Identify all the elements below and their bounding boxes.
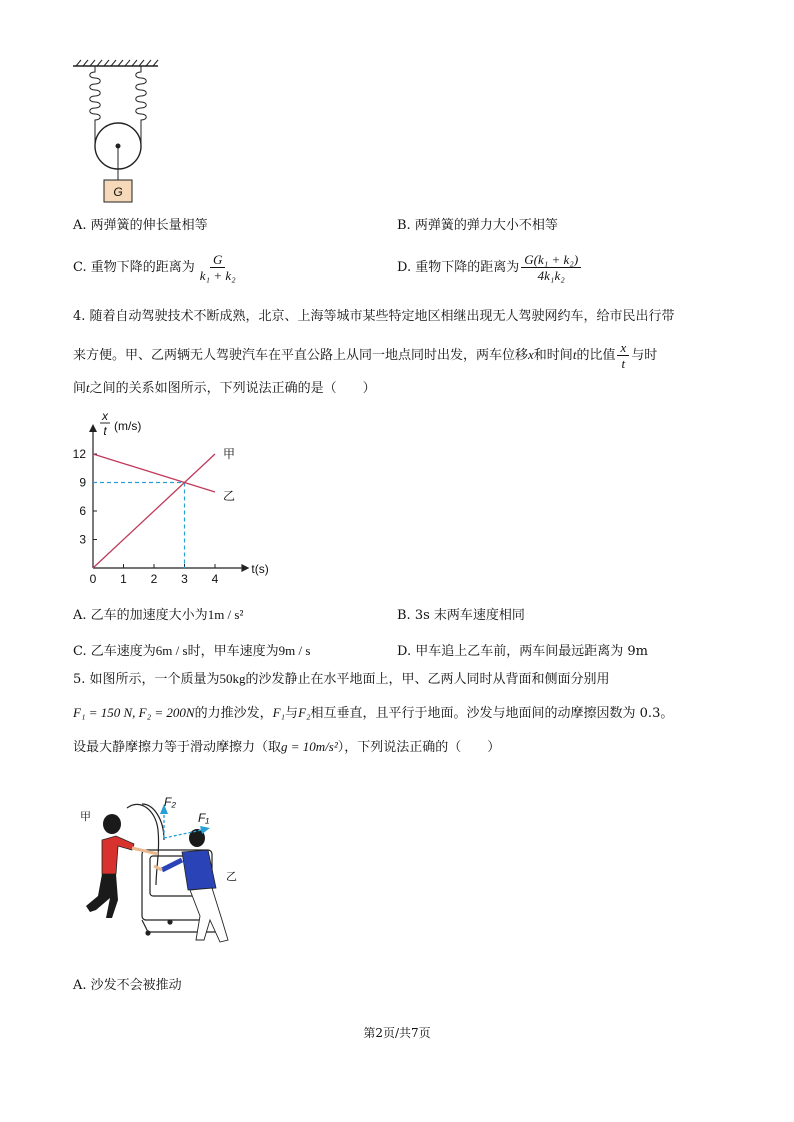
y-label-denominator: t xyxy=(103,424,107,438)
y-label-unit: (m/s) xyxy=(114,419,142,433)
y-label-numerator: x xyxy=(102,409,108,423)
person-yi xyxy=(154,829,228,942)
q3-option-c[interactable] xyxy=(73,252,241,283)
q5-option-a[interactable] xyxy=(73,974,182,993)
option-letter: A. xyxy=(73,218,87,233)
x-tick-label: 0 xyxy=(89,572,97,586)
option-letter: C. xyxy=(73,260,87,275)
option-letter: C. xyxy=(73,644,87,659)
option-text: 乙车速度为 xyxy=(90,644,156,659)
q4-line2: 来方便。甲、乙两辆无人驾驶汽车在平直公路上从同一地点同时出发，两车位移x和时间t的比值 $\frac{x}{t}$ 与时 xyxy=(73,340,658,371)
ceiling-hatch xyxy=(76,60,158,66)
x-tick-label: 1 xyxy=(120,572,127,586)
q4-stem xyxy=(73,306,723,400)
option-text: 甲车追上乙车前，两车间最远距离为 9m xyxy=(415,644,648,659)
right-spring xyxy=(136,66,147,130)
option-fraction: $\frac{\text{G(k₁ + k₂)}}{\text{4k₁k₂}}$ xyxy=(521,252,581,283)
y-axis-arrow xyxy=(89,424,97,432)
sofa-push-figure xyxy=(72,790,262,960)
q5-line3: 设最大静摩擦力等于滑动摩擦力（取g = 10m/s²），下列说法正确的（ ） xyxy=(73,739,501,755)
weight-label: G xyxy=(113,185,123,199)
xt-chart xyxy=(60,408,290,590)
q3-option-a[interactable] xyxy=(73,214,208,233)
q5-stem xyxy=(73,668,723,759)
q4-option-d[interactable] xyxy=(397,640,648,659)
option-text: 3s 末两车速度相同 xyxy=(414,608,525,623)
y-tick-label: 9 xyxy=(79,475,86,490)
q4-line1: 4. 随着自动驾驶技术不断成熟，北京、上海等城市某些特定地区相继出现无人驾驶网约车，给市民出行带 xyxy=(73,309,675,324)
option-text: 两弹簧的伸长量相等 xyxy=(90,218,208,233)
option-letter: D. xyxy=(397,260,412,275)
x-tick-label: 4 xyxy=(211,572,219,586)
xt-fraction: $\frac{x}{t}$ xyxy=(617,340,629,371)
option-fraction: $\frac{G}{\text{k₁ + k₂}}$ xyxy=(199,252,236,283)
x-axis-arrow xyxy=(241,564,249,572)
option-text: 重物下降的距离为 xyxy=(415,260,520,275)
option-math: 1m / s² xyxy=(207,607,244,622)
series-line-jia xyxy=(93,454,215,568)
y-tick-label: 6 xyxy=(79,504,86,518)
option-text: 重物下降的距离为 xyxy=(90,260,195,275)
option-text: 沙发不会被推动 xyxy=(90,978,182,993)
option-text: 乙车的加速度大小为 xyxy=(90,608,208,623)
q3-option-b[interactable] xyxy=(397,214,558,233)
series-label-yi: 乙 xyxy=(223,489,236,503)
option-letter: A. xyxy=(73,978,87,993)
q4-line3: 间t之间的关系如图所示，下列说法正确的是（ ） xyxy=(73,380,376,396)
series-label-jia: 甲 xyxy=(223,447,236,461)
y-tick-label: 12 xyxy=(72,447,86,461)
series-line-yi xyxy=(93,454,215,492)
jia-label: 甲 xyxy=(80,811,91,823)
pulley-spring-figure xyxy=(68,58,168,208)
option-text: 两弹簧的弹力大小不相等 xyxy=(414,218,558,233)
x-tick-label: 2 xyxy=(150,572,158,586)
person-jia xyxy=(86,814,158,918)
option-letter: B. xyxy=(397,608,411,623)
f2-label: F₂ xyxy=(164,795,176,809)
q5-line2: F₁ = 150 N, F₂ = 200N的力推沙发，F₁与F₂相互垂直，且平行于地面。沙发与地面间的动摩擦因数为 0.3。 xyxy=(73,705,674,721)
option-letter: D. xyxy=(397,644,412,659)
left-spring xyxy=(90,66,101,130)
x-tick-label: 3 xyxy=(181,572,188,586)
f1-label: F₁ xyxy=(198,811,210,825)
y-tick-label: 3 xyxy=(79,532,86,547)
x-label: t(s) xyxy=(251,562,269,576)
page-footer: 第2页/共7页 xyxy=(363,1026,431,1040)
option-letter: B. xyxy=(397,218,411,233)
q4-option-b[interactable] xyxy=(397,604,525,623)
q3-option-d[interactable] xyxy=(397,252,583,283)
q4-option-c[interactable]: C. 乙车速度为6m / s时，甲车速度为9m / s xyxy=(73,643,311,659)
q4-option-a[interactable] xyxy=(73,604,243,623)
q5-line1: 5. 如图所示，一个质量为50kg的沙发静止在水平地面上，甲、乙两人同时从背面和侧面分别用 xyxy=(73,671,610,687)
option-letter: A. xyxy=(73,608,87,623)
yi-label: 乙 xyxy=(226,871,237,883)
